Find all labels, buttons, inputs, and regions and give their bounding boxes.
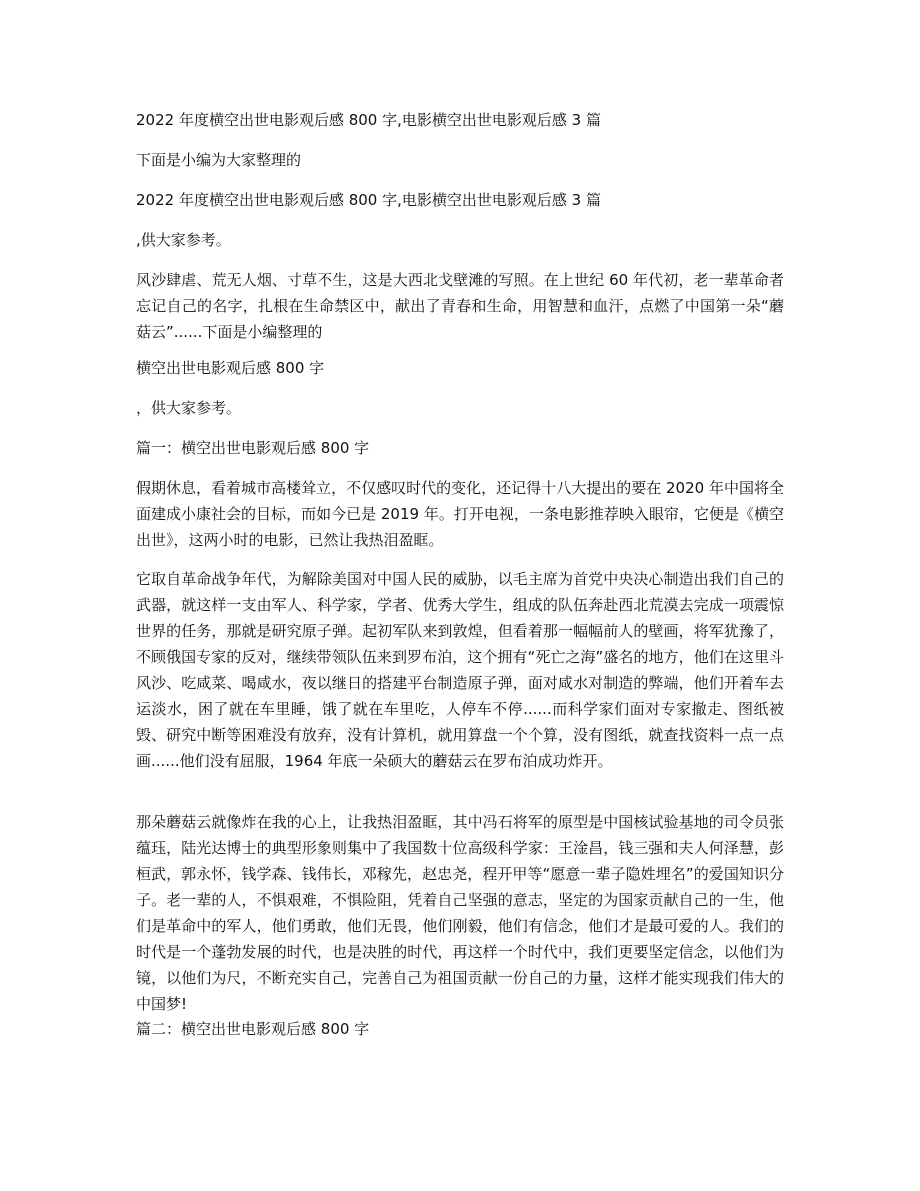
document-title-repeat: 2022 年度横空出世电影观后感 800 字,电影横空出世电影观后感 3 篇 [136,191,601,209]
article-paragraph-3: 那朵蘑菇云就像炸在我的心上，让我热泪盈眶，其中冯石将军的原型是中国核试验基地的司令员张蕴珏，陆光达博士的典型形象则集中了我国数十位高级科学家：王淦昌，钱三强和夫人何泽慧，彭桓武，郭永怀，钱学森、钱伟长，邓稼先，赵忠尧，程开甲等“愿意一辈子隐姓埋名”的爱国知识分子。老一辈的人，不惧艰难，不惧险阻，凭着自己坚强的意志，坚定的为国家贡献自己的一生，他们是革命中的军人，他们勇敢，他们无畏，他们刚毅，他们有信念，他们才是最可爱的人。我们的时代是一个蓬勃发展的时代，也是决胜的时代，再这样一个时代中，我们更要坚定信念，以他们为镜，以他们为尺，不断充实自己，完善自己为祖国贡献一份自己的力量，这样才能实现我们伟大的中国梦! [136,813,784,1013]
document-title: 2022 年度横空出世电影观后感 800 字,电影横空出世电影观后感 3 篇 [136,111,601,129]
section-heading-2: 篇二：横空出世电影观后感 800 字 [136,1020,370,1038]
section-heading-1: 篇一：横空出世电影观后感 800 字 [136,439,370,457]
article-paragraph-1: 假期休息，看着城市高楼耸立，不仅感叹时代的变化，还记得十八大提出的要在 2020 年中国将全面建成小康社会的目标，而如今已是 2019 年。打开电视，一条电影推荐映入眼帘，它便是《横空出世》，这两小时的电影，已然让我热泪盈眶。 [136,479,784,549]
reference-line-2: ，供大家参考。 [136,399,242,417]
summary-paragraph: 风沙肆虐、荒无人烟、寸草不生，这是大西北戈壁滩的写照。在上世纪 60 年代初，老一辈革命者忘记自己的名字，扎根在生命禁区中，献出了青春和生命，用智慧和血汗，点燃了中国第一朵“蘑菇云”......下面是小编整理的 [136,271,784,341]
article-paragraph-2: 它取自革命战争年代，为解除美国对中国人民的威胁，以毛主席为首党中央决心制造出我们自己的武器，就这样一支由军人、科学家，学者、优秀大学生，组成的队伍奔赴西北荒漠去完成一项震惊世界的任务，那就是研究原子弹。起初军队来到敦煌，但看着那一幅幅前人的壁画，将军犹豫了，不顾俄国专家的反对，继续带领队伍来到罗布泊，这个拥有“死亡之海”盛名的地方，他们在这里斗风沙、吃咸菜、喝咸水，夜以继日的搭建平台制造原子弹，面对咸水对制造的弊端，他们开着车去运淡水，困了就在车里睡，饿了就在车里吃，人停车不停......而科学家们面对专家撤走、图纸被毁、研究中断等困难没有放弃，没有计算机，就用算盘一个个算，没有图纸，就查找资料一点一点画......他们没有屈服，1964 年底一朵硕大的蘑菇云在罗布泊成功炸开。 [136,570,784,770]
subtitle: 横空出世电影观后感 800 字 [136,359,325,377]
intro-line: 下面是小编为大家整理的 [136,151,302,169]
reference-line: ,供大家参考。 [136,231,231,249]
